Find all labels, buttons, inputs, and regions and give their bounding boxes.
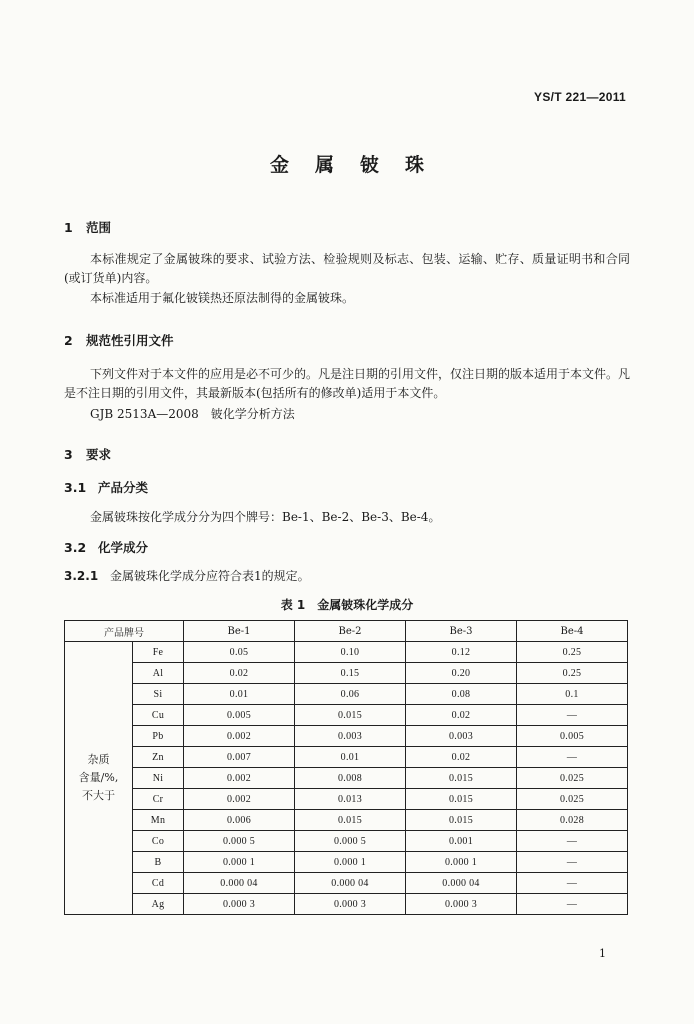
- content-value: 0.008: [295, 768, 406, 789]
- content-value: 0.001: [406, 831, 517, 852]
- content-value: 0.000 04: [406, 873, 517, 894]
- section-number: 1: [64, 220, 73, 235]
- content-value: —: [517, 831, 628, 852]
- content-value: 0.013: [295, 789, 406, 810]
- section-number: 3.1: [64, 480, 87, 495]
- element-symbol: Si: [133, 684, 184, 705]
- content-value: 0.000 1: [295, 852, 406, 873]
- element-symbol: Cu: [133, 705, 184, 726]
- content-value: 0.006: [184, 810, 295, 831]
- content-value: —: [517, 894, 628, 915]
- content-value: 0.08: [406, 684, 517, 705]
- content-value: 0.002: [184, 768, 295, 789]
- content-value: 0.015: [406, 768, 517, 789]
- reference-code: GJB 2513A—2008: [90, 407, 199, 421]
- content-value: 0.000 5: [184, 831, 295, 852]
- content-value: 0.15: [295, 663, 406, 684]
- table-row: [65, 642, 628, 663]
- element-symbol: Fe: [133, 642, 184, 663]
- table-caption-title: 金属铍珠化学成分: [317, 598, 414, 612]
- content-value: 0.015: [406, 789, 517, 810]
- content-value: 0.01: [184, 684, 295, 705]
- section-title: 要求: [86, 447, 112, 462]
- content-value: 0.015: [295, 810, 406, 831]
- table-row: [65, 684, 628, 705]
- element-symbol: Cr: [133, 789, 184, 810]
- element-symbol: Co: [133, 831, 184, 852]
- content-value: 0.002: [184, 726, 295, 747]
- grade-header-label: 产品牌号: [65, 621, 184, 642]
- content-value: 0.015: [406, 810, 517, 831]
- impurity-label-line: 杂质: [87, 753, 110, 766]
- grade-header: Be-3: [406, 621, 517, 642]
- content-value: 0.02: [184, 663, 295, 684]
- element-symbol: B: [133, 852, 184, 873]
- content-value: 0.000 5: [295, 831, 406, 852]
- content-value: —: [517, 873, 628, 894]
- section-number: 2: [64, 333, 73, 348]
- element-symbol: Mn: [133, 810, 184, 831]
- content-value: 0.06: [295, 684, 406, 705]
- content-value: 0.000 04: [295, 873, 406, 894]
- impurity-label: [65, 642, 133, 915]
- section-number: 3.2: [64, 540, 87, 555]
- element-symbol: Ag: [133, 894, 184, 915]
- table-row: [65, 789, 628, 810]
- table-caption: [0, 596, 694, 613]
- table-row: [65, 873, 628, 894]
- element-symbol: Ni: [133, 768, 184, 789]
- table-row: [65, 831, 628, 852]
- section-2-paragraph-1: 下列文件对于本文件的应用是必不可少的。凡是注日期的引用文件，仅注日期的版本适用于本文件。凡是不注日期的引用文件，其最新版本(包括所有的修改单)适用于本文件。: [64, 367, 631, 400]
- element-symbol: Al: [133, 663, 184, 684]
- content-value: 0.05: [184, 642, 295, 663]
- section-3-1-heading: [64, 478, 148, 496]
- content-value: —: [517, 852, 628, 873]
- table-row: [65, 768, 628, 789]
- content-value: 0.12: [406, 642, 517, 663]
- content-value: —: [517, 747, 628, 768]
- content-value: 0.25: [517, 642, 628, 663]
- content-value: 0.02: [406, 705, 517, 726]
- table-body: [65, 621, 628, 915]
- table-row: [65, 747, 628, 768]
- content-value: 0.02: [406, 747, 517, 768]
- content-value: 0.20: [406, 663, 517, 684]
- section-title: 规范性引用文件: [86, 333, 174, 348]
- content-value: 0.025: [517, 768, 628, 789]
- impurity-label-line: 不大于: [82, 789, 115, 802]
- table-row: [65, 726, 628, 747]
- content-value: 0.002: [184, 789, 295, 810]
- table-row: [65, 663, 628, 684]
- content-value: 0.003: [295, 726, 406, 747]
- content-value: 0.007: [184, 747, 295, 768]
- content-value: 0.01: [295, 747, 406, 768]
- document-title: 金属铍珠: [269, 154, 450, 176]
- section-3-1-text: 金属铍珠按化学成分分为四个牌号：Be-1、Be-2、Be-3、Be-4。: [90, 510, 441, 524]
- section-title: 化学成分: [98, 540, 149, 555]
- content-value: 0.000 3: [406, 894, 517, 915]
- reference-title: 铍化学分析方法: [210, 407, 295, 421]
- clause-text: 金属铍珠化学成分应符合表1的规定。: [110, 569, 310, 583]
- table-row: [65, 705, 628, 726]
- content-value: 0.25: [517, 663, 628, 684]
- clause-3-2-1: [64, 567, 310, 584]
- section-1-paragraph-2: 本标准适用于氟化铍镁热还原法制得的金属铍珠。: [90, 291, 355, 305]
- grade-header: Be-1: [184, 621, 295, 642]
- section-2-heading: [64, 331, 174, 349]
- element-symbol: Zn: [133, 747, 184, 768]
- section-1-heading: [64, 218, 111, 236]
- content-value: —: [517, 705, 628, 726]
- section-number: 3: [64, 447, 73, 462]
- clause-number: 3.2.1: [64, 569, 99, 583]
- content-value: 0.005: [184, 705, 295, 726]
- content-value: 0.000 1: [184, 852, 295, 873]
- table-caption-number: 表 1: [280, 598, 306, 612]
- content-value: 0.000 3: [295, 894, 406, 915]
- content-value: 0.003: [406, 726, 517, 747]
- table-header-row: [65, 621, 628, 642]
- content-value: 0.000 04: [184, 873, 295, 894]
- page-number: 1: [599, 947, 606, 960]
- element-symbol: Pb: [133, 726, 184, 747]
- content-value: 0.005: [517, 726, 628, 747]
- chemical-composition-table: [64, 620, 628, 915]
- section-1-paragraph-1: 本标准规定了金属铍珠的要求、试验方法、检验规则及标志、包装、运输、贮存、质量证明书和合同(或订货单)内容。: [64, 252, 630, 285]
- table-row: [65, 852, 628, 873]
- content-value: 0.028: [517, 810, 628, 831]
- section-title: 产品分类: [98, 480, 149, 495]
- standard-code: YS/T 221—2011: [534, 90, 626, 104]
- grade-header: Be-4: [517, 621, 628, 642]
- element-symbol: Cd: [133, 873, 184, 894]
- normative-reference: [90, 405, 295, 422]
- impurity-label-line: 含量/%,: [78, 771, 119, 784]
- grade-header: Be-2: [295, 621, 406, 642]
- content-value: 0.015: [295, 705, 406, 726]
- content-value: 0.025: [517, 789, 628, 810]
- table-row: [65, 894, 628, 915]
- table-row: [65, 810, 628, 831]
- content-value: 0.000 1: [406, 852, 517, 873]
- content-value: 0.10: [295, 642, 406, 663]
- content-value: 0.1: [517, 684, 628, 705]
- section-3-2-heading: [64, 538, 148, 556]
- section-3-heading: [64, 445, 111, 463]
- section-title: 范围: [86, 220, 112, 235]
- content-value: 0.000 3: [184, 894, 295, 915]
